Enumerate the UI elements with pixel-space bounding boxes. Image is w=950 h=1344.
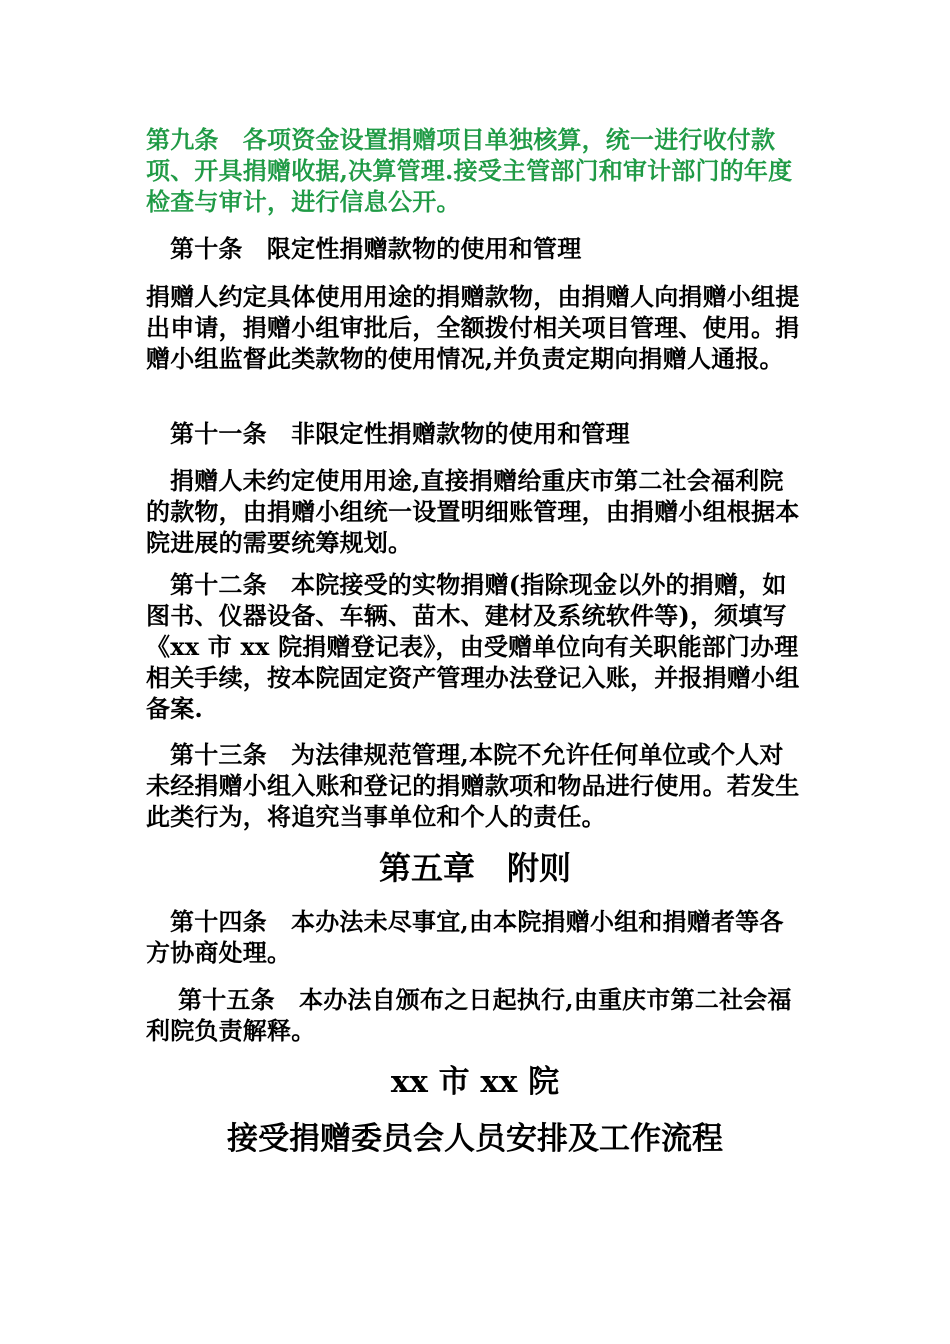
article-14-paragraph: 第十四条 本办法未尽事宜,由本院捐赠小组和捐赠者等各方协商处理。 [146,907,784,967]
article-15-paragraph: 第十五条 本办法自颁布之日起执行,由重庆市第二社会福利院负责解释。 [146,985,792,1045]
document-subtitle: 接受捐赠委员会人员安排及工作流程 [227,1121,723,1157]
article-9-paragraph: 第九条 各项资金设置捐赠项目单独核算，统一进行收付款项、开具捐赠收据,决算管理.接受主管部门和审计部门的年度检查与审计，进行信息公开。 [146,125,793,216]
article-10-title: 第十条 限定性捐赠款物的使用和管理 [170,234,582,263]
chapter-5-title: 第五章 附则 [378,849,571,887]
article-12-paragraph: 第十二条 本院接受的实物捐赠(指除现金以外的捐赠，如图书、仪器设备、车辆、苗木、建材及系统软件等)，须填写《xx 市 xx 院捐赠登记表》，由受赠单位向有关职能部门办理相关手续，按本院固定资产管理办法登记入账，并报捐赠小组备案. [146,570,800,723]
article-10-body: 捐赠人约定具体使用用途的捐赠款物，由捐赠人向捐赠小组提出申请，捐赠小组审批后，全额拨付相关项目管理、使用。捐赠小组监督此类款物的使用情况,并负责定期向捐赠人通报。 [146,282,800,373]
article-11-title: 第十一条 非限定性捐赠款物的使用和管理 [170,419,630,448]
article-11-body: 捐赠人未约定使用用途,直接捐赠给重庆市第二社会福利院的款物，由捐赠小组统一设置明细账管理，由捐赠小组根据本院进展的需要统筹规划。 [146,466,800,557]
article-13-paragraph: 第十三条 为法律规范管理,本院不允许任何单位或个人对未经捐赠小组入账和登记的捐赠款项和物品进行使用。若发生此类行为，将追究当事单位和个人的责任。 [146,740,800,831]
organization-title: xx 市 xx 院 [390,1064,560,1100]
